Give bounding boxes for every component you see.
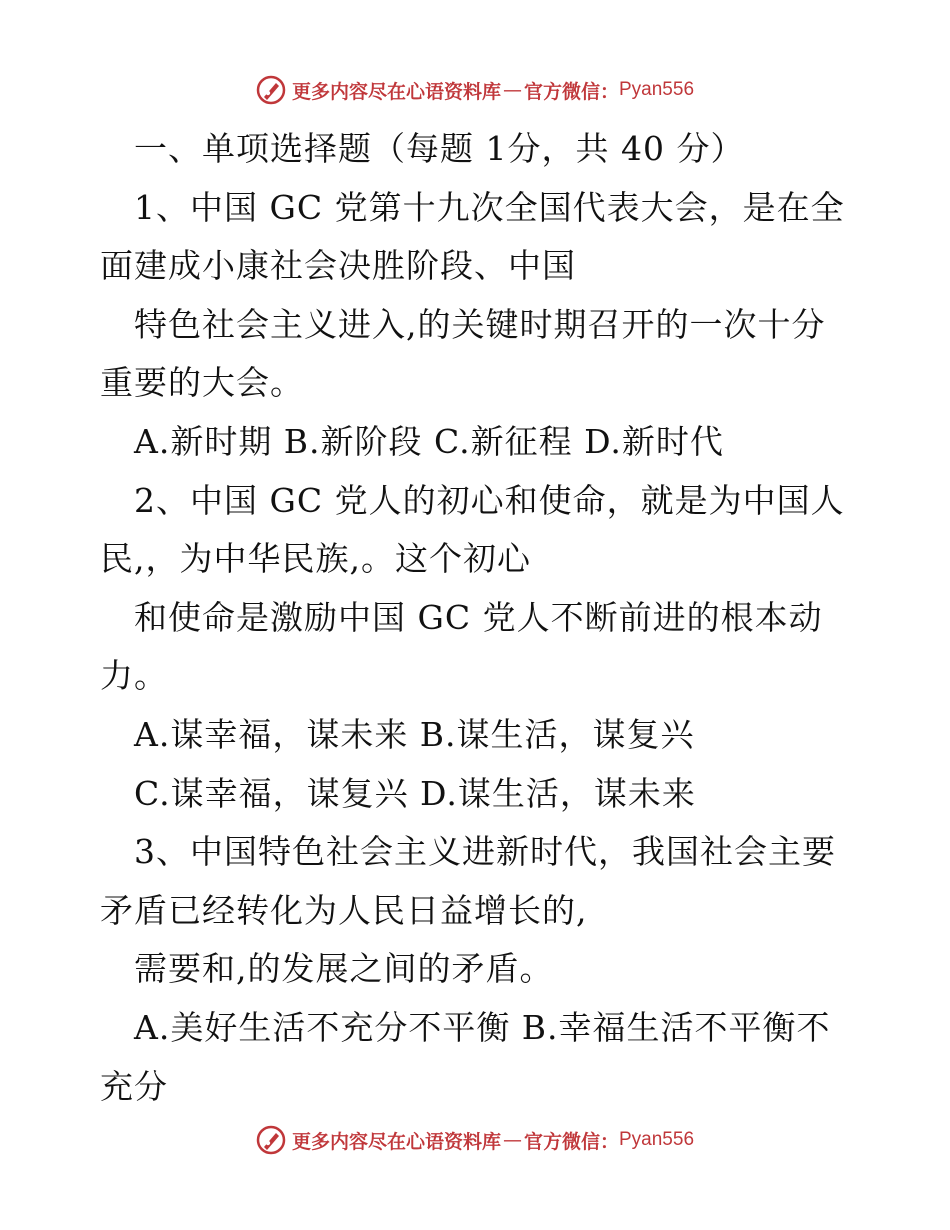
question-3-options-ab-cont: 充分 bbox=[100, 1066, 168, 1106]
footer-banner bbox=[0, 1120, 950, 1160]
banner-dash: — bbox=[502, 79, 522, 101]
question-1-line-2: 面建成小康社会决胜阶段、中国 bbox=[100, 246, 576, 286]
document-body bbox=[100, 120, 845, 1116]
section-heading: 一、单项选择题（每题 1分，共 40 分） bbox=[134, 129, 745, 168]
question-1-line-1: 1、中国 GC 党第十九次全国代表大会，是在全 bbox=[134, 187, 845, 227]
pen-logo-icon bbox=[256, 1125, 286, 1155]
question-1-line-3: 特色社会主义进入,的关键时期召开的一次十分 bbox=[134, 304, 826, 344]
question-2-line-3: 和使命是激励中国 GC 党人不断前进的根本动 bbox=[134, 597, 823, 637]
footer-banner-brand: 更多内容尽在心语资料库 bbox=[291, 1130, 501, 1153]
banner-brand: 更多内容尽在心语资料库 bbox=[291, 80, 501, 103]
question-3-line-2: 矛盾已经转化为人民日益增长的, bbox=[100, 890, 588, 930]
question-3-line-3: 需要和,的发展之间的矛盾。 bbox=[134, 949, 554, 989]
question-2-options-cd: C.谋幸福，谋复兴 D.谋生活，谋未来 bbox=[134, 773, 696, 813]
header-banner bbox=[0, 70, 950, 110]
question-1-options: A.新时期 B.新阶段 C.新征程 D.新时代 bbox=[134, 421, 724, 461]
question-3-options-ab: A.美好生活不充分不平衡 B.幸福生活不平衡不 bbox=[134, 1007, 831, 1047]
footer-banner-dash: — bbox=[502, 1129, 522, 1151]
footer-banner-official-label: 官方微信： bbox=[523, 1130, 619, 1153]
footer-banner-wechat-id: Pyan556 bbox=[619, 1129, 695, 1150]
banner-official-label: 官方微信： bbox=[523, 80, 619, 103]
question-3-line-1: 3、中国特色社会主义进新时代，我国社会主要 bbox=[134, 832, 836, 872]
banner-wechat-id: Pyan556 bbox=[619, 79, 695, 100]
pen-logo-icon bbox=[256, 75, 286, 105]
question-2-line-2: 民,，为中华民族,。这个初心 bbox=[100, 539, 531, 579]
question-2-line-1: 2、中国 GC 党人的初心和使命，就是为中国人 bbox=[134, 480, 845, 520]
question-1-line-4: 重要的大会。 bbox=[100, 363, 304, 403]
question-2-options-ab: A.谋幸福，谋未来 B.谋生活，谋复兴 bbox=[134, 714, 695, 754]
question-2-line-4: 力。 bbox=[100, 656, 168, 696]
